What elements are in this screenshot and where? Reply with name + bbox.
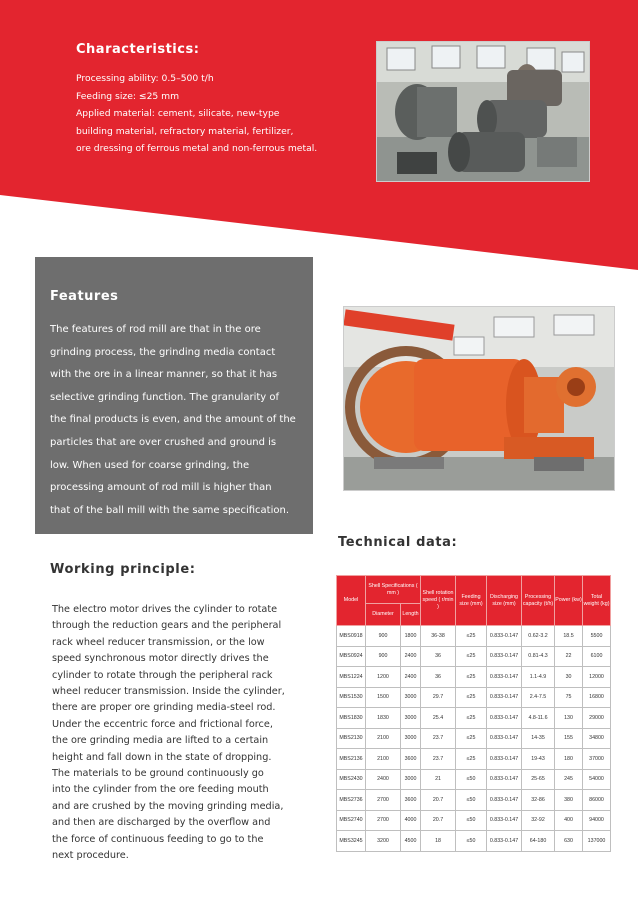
characteristics-title: Characteristics:	[76, 42, 200, 57]
rod-mill-photo	[343, 306, 615, 491]
cell-rotation-speed: 20.7	[421, 790, 456, 811]
working-principle-line: and are crushed by the moving grinding media,	[52, 800, 284, 812]
cell-rotation-speed: 23.7	[421, 749, 456, 770]
features-line: particles that are over crushed and ground is	[50, 436, 277, 448]
cell-length: 3600	[401, 790, 421, 811]
working-principle-line: there are proper ore grinding media-steel rod.	[52, 702, 276, 714]
cell-processing-capacity: 19-43	[522, 749, 555, 770]
cell-diameter: 1200	[366, 667, 401, 688]
cell-discharging-size: 0.833-0.147	[487, 646, 522, 667]
technical-data-table	[336, 575, 611, 852]
cell-power: 155	[555, 728, 583, 749]
cell-diameter: 3200	[366, 831, 401, 852]
cell-feeding-size: ≤25	[456, 728, 487, 749]
cell-feeding-size: ≤25	[456, 749, 487, 770]
cell-processing-capacity: 1.1-4.9	[522, 667, 555, 688]
header-model: Model	[337, 576, 366, 626]
cell-rotation-speed: 36-38	[421, 626, 456, 647]
cell-discharging-size: 0.833-0.147	[487, 626, 522, 647]
cell-discharging-size: 0.833-0.147	[487, 810, 522, 831]
cell-feeding-size: ≤50	[456, 769, 487, 790]
cell-total-weight: 137000	[583, 831, 611, 852]
cell-diameter: 1500	[366, 687, 401, 708]
cell-discharging-size: 0.833-0.147	[487, 790, 522, 811]
cell-rotation-speed: 23.7	[421, 728, 456, 749]
cell-diameter: 900	[366, 626, 401, 647]
cell-diameter: 2700	[366, 790, 401, 811]
cell-discharging-size: 0.833-0.147	[487, 769, 522, 790]
table-row	[337, 687, 611, 708]
cell-power: 380	[555, 790, 583, 811]
cell-model: MBS2430	[337, 769, 366, 790]
cell-rotation-speed: 36	[421, 667, 456, 688]
cell-model: MBS1224	[337, 667, 366, 688]
features-line: the final products is even, and the amount of the	[50, 414, 296, 426]
header-discharging-size: Discharging size (mm)	[487, 576, 522, 626]
cell-total-weight: 29000	[583, 708, 611, 729]
cell-model: MBS3245	[337, 831, 366, 852]
cell-processing-capacity: 0.62-3.2	[522, 626, 555, 647]
cell-power: 75	[555, 687, 583, 708]
features-line: The features of rod mill are that in the ore	[50, 324, 261, 335]
cell-power: 400	[555, 810, 583, 831]
working-principle-line: rack wheel reducer transmission, or the low	[52, 636, 265, 648]
cell-feeding-size: ≤25	[456, 667, 487, 688]
cell-total-weight: 16800	[583, 687, 611, 708]
features-text	[50, 319, 306, 522]
cell-feeding-size: ≤25	[456, 687, 487, 708]
header-total-weight: Total weight (kg)	[583, 576, 611, 626]
cell-length: 1800	[401, 626, 421, 647]
cell-diameter: 1830	[366, 708, 401, 729]
cell-processing-capacity: 32-92	[522, 810, 555, 831]
working-principle-text	[52, 602, 314, 865]
header-shell-spec: Shell Specifications ( mm )	[366, 576, 421, 604]
features-line: grinding process, the grinding media contact	[50, 346, 276, 358]
table-row	[337, 831, 611, 852]
cell-total-weight: 34800	[583, 728, 611, 749]
cell-power: 245	[555, 769, 583, 790]
cell-processing-capacity: 2.4-7.5	[522, 687, 555, 708]
cell-feeding-size: ≤25	[456, 708, 487, 729]
cell-processing-capacity: 14-35	[522, 728, 555, 749]
cell-discharging-size: 0.833-0.147	[487, 687, 522, 708]
cell-discharging-size: 0.833-0.147	[487, 728, 522, 749]
cell-discharging-size: 0.833-0.147	[487, 708, 522, 729]
working-principle-line: Under the eccentric force and frictional force,	[52, 718, 273, 730]
cell-total-weight: 54000	[583, 769, 611, 790]
cell-total-weight: 5500	[583, 626, 611, 647]
cell-diameter: 2400	[366, 769, 401, 790]
cell-length: 4500	[401, 831, 421, 852]
cell-model: MBS2136	[337, 749, 366, 770]
working-principle-line: through the reduction gears and the peripheral	[52, 620, 282, 632]
cell-length: 4000	[401, 810, 421, 831]
cell-model: MBS1830	[337, 708, 366, 729]
cell-model: MBS2736	[337, 790, 366, 811]
cell-feeding-size: ≤50	[456, 831, 487, 852]
characteristics-line: Feeding size: ≤25 mm	[76, 90, 180, 102]
cell-discharging-size: 0.833-0.147	[487, 667, 522, 688]
header-length: Length	[401, 604, 421, 626]
cell-power: 130	[555, 708, 583, 729]
features-line: low. When used for coarse grinding, the	[50, 459, 250, 471]
features-title: Features	[50, 289, 119, 304]
characteristics-line: ore dressing of ferrous metal and non-ferrous metal.	[76, 143, 318, 154]
working-principle-line: cylinder to rotate through the peripheral rack	[52, 669, 273, 681]
cell-rotation-speed: 29.7	[421, 687, 456, 708]
header-rotation-speed: Shell rotation speed ( r/min )	[421, 576, 456, 626]
cell-discharging-size: 0.833-0.147	[487, 831, 522, 852]
working-principle-line: The materials to be ground continuously go	[52, 768, 264, 780]
cell-power: 630	[555, 831, 583, 852]
cell-feeding-size: ≤50	[456, 790, 487, 811]
cell-model: MBS0924	[337, 646, 366, 667]
header-feeding-size: Feeding size (mm)	[456, 576, 487, 626]
cell-diameter: 900	[366, 646, 401, 667]
table-row	[337, 810, 611, 831]
cell-processing-capacity: 25-65	[522, 769, 555, 790]
table-row	[337, 790, 611, 811]
table-row	[337, 667, 611, 688]
features-line: that of the ball mill with the same specification.	[50, 504, 289, 516]
cell-processing-capacity: 32-86	[522, 790, 555, 811]
cell-length: 2400	[401, 667, 421, 688]
cell-power: 180	[555, 749, 583, 770]
cell-model: MBS2740	[337, 810, 366, 831]
features-line: selective grinding function. The granularity of	[50, 391, 280, 403]
cell-total-weight: 94000	[583, 810, 611, 831]
table-row	[337, 646, 611, 667]
cell-feeding-size: ≤25	[456, 626, 487, 647]
cell-processing-capacity: 4.8-11.6	[522, 708, 555, 729]
cell-diameter: 2700	[366, 810, 401, 831]
cell-discharging-size: 0.833-0.147	[487, 749, 522, 770]
working-principle-line: the force of continuous feeding to go to the	[52, 833, 264, 845]
cell-diameter: 2100	[366, 749, 401, 770]
working-principle-line: and then are discharged by the overflow and	[52, 817, 271, 829]
table-row	[337, 708, 611, 729]
cell-total-weight: 6100	[583, 646, 611, 667]
working-principle-line: speed synchronous motor directly drives the	[52, 653, 269, 665]
working-principle-title: Working principle:	[50, 562, 196, 577]
working-principle-line: next procedure.	[52, 850, 129, 862]
header-processing-capacity: Processing capacity (t/h)	[522, 576, 555, 626]
cell-processing-capacity: 0.81-4.3	[522, 646, 555, 667]
table-row	[337, 728, 611, 749]
cell-power: 22	[555, 646, 583, 667]
cell-model: MBS1530	[337, 687, 366, 708]
cell-rotation-speed: 36	[421, 646, 456, 667]
working-principle-line: into the cylinder from the ore feeding mouth	[52, 784, 269, 796]
features-line: processing amount of rod mill is higher than	[50, 482, 272, 494]
cell-rotation-speed: 25.4	[421, 708, 456, 729]
table-row	[337, 749, 611, 770]
cell-rotation-speed: 18	[421, 831, 456, 852]
characteristics-line: Applied material: cement, silicate, new-type	[76, 108, 280, 119]
cell-processing-capacity: 64-180	[522, 831, 555, 852]
features-line: with the ore in a linear manner, so that it has	[50, 369, 278, 381]
working-principle-line: wheel reducer transmission. Inside the cylinder,	[52, 686, 285, 698]
working-principle-line: height and fall down in the state of dropping.	[52, 751, 272, 763]
cell-length: 2400	[401, 646, 421, 667]
workshop-mills-photo	[376, 41, 590, 182]
cell-feeding-size: ≤25	[456, 646, 487, 667]
cell-feeding-size: ≤50	[456, 810, 487, 831]
working-principle-line: the ore grinding media are lifted to a certain	[52, 735, 269, 747]
cell-power: 18.5	[555, 626, 583, 647]
cell-length: 3600	[401, 749, 421, 770]
characteristics-line: Processing ability: 0.5–500 t/h	[76, 73, 214, 84]
cell-length: 3000	[401, 728, 421, 749]
cell-power: 30	[555, 667, 583, 688]
cell-rotation-speed: 21	[421, 769, 456, 790]
characteristics-line: building material, refractory material, fertilizer,	[76, 125, 294, 137]
header-diameter: Diameter	[366, 604, 401, 626]
technical-data-title: Technical data:	[338, 535, 458, 550]
table-row	[337, 769, 611, 790]
characteristics-text	[76, 70, 366, 158]
cell-model: MBS0918	[337, 626, 366, 647]
table-row	[337, 626, 611, 647]
cell-total-weight: 12000	[583, 667, 611, 688]
cell-rotation-speed: 20.7	[421, 810, 456, 831]
cell-total-weight: 86000	[583, 790, 611, 811]
working-principle-line: The electro motor drives the cylinder to rotate	[52, 604, 278, 615]
cell-model: MBS2130	[337, 728, 366, 749]
cell-length: 3000	[401, 769, 421, 790]
header-power: Power (kw)	[555, 576, 583, 626]
cell-diameter: 2100	[366, 728, 401, 749]
cell-length: 3000	[401, 687, 421, 708]
cell-length: 3000	[401, 708, 421, 729]
cell-total-weight: 37000	[583, 749, 611, 770]
